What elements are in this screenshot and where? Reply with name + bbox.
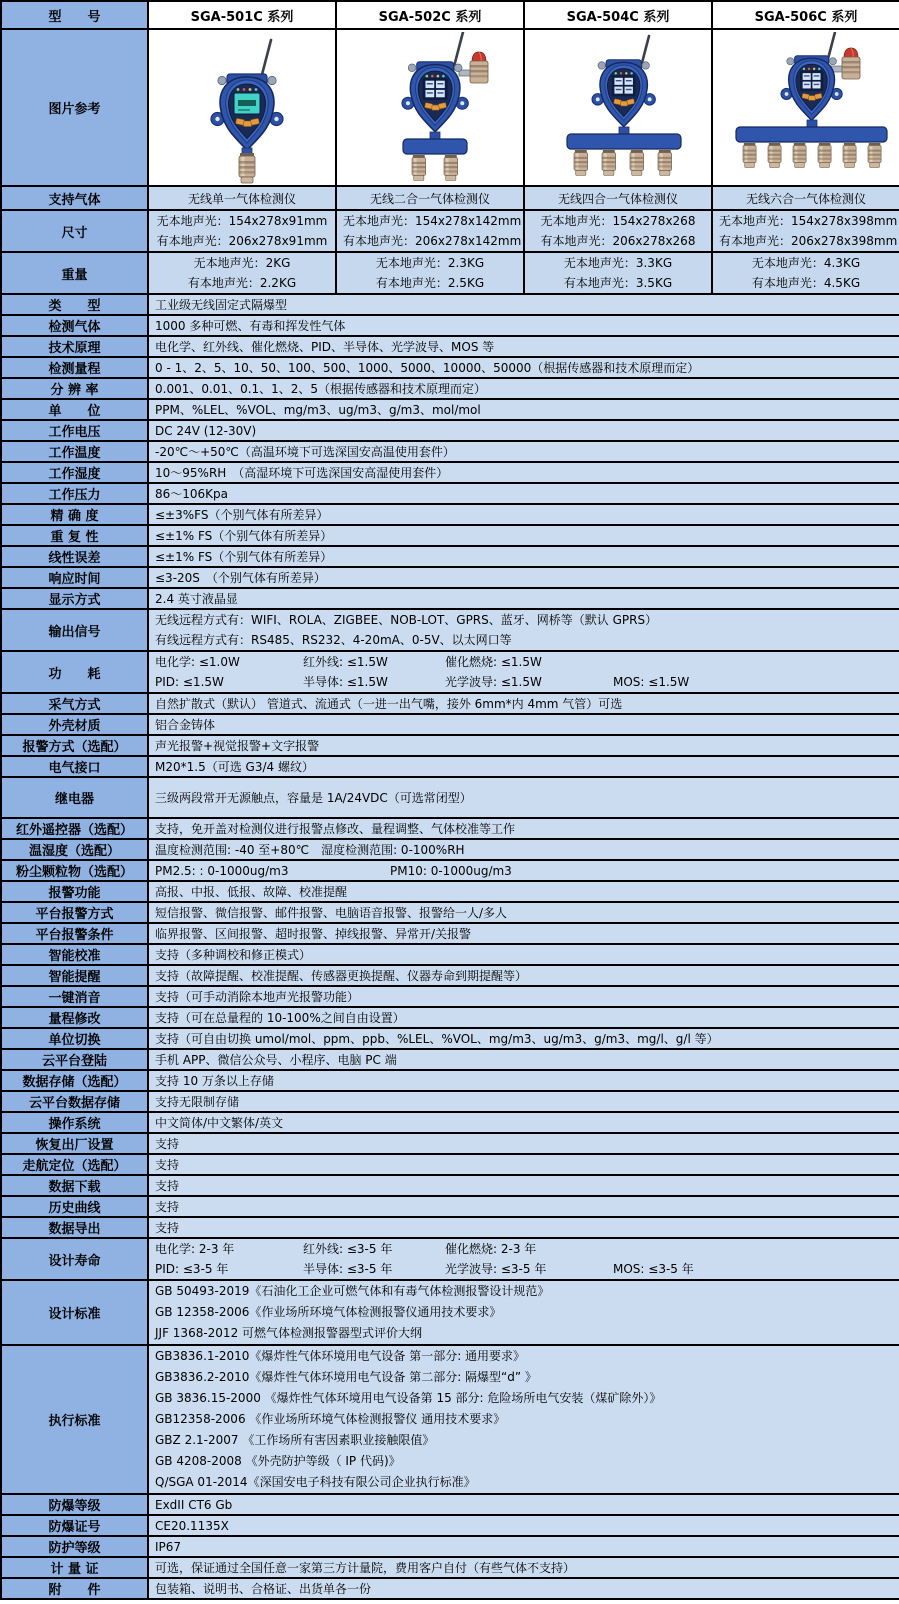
row-label: 工作温度: [1, 441, 148, 462]
row-value: 0.001、0.01、0.1、1、2、5（根据传感器和技术原理而定）: [148, 378, 899, 399]
life-optical: 光学波导: ≤3-5 年: [445, 1262, 547, 1276]
row-label: 采气方式: [1, 693, 148, 714]
row-value: [148, 860, 899, 881]
row-smart-cal: [1, 944, 899, 965]
row-model-header: [1, 1, 899, 29]
row-platform-alarm-cond: [1, 923, 899, 944]
row-voltage: [1, 420, 899, 441]
row-pressure: [1, 483, 899, 504]
row-accessories: [1, 1578, 899, 1599]
row-label: 数据导出: [1, 1217, 148, 1238]
dust-pm10: PM10: 0-1000ug/m3: [390, 863, 512, 878]
gallery-cell-501c: [148, 29, 336, 186]
row-alarm-func: [1, 881, 899, 902]
exec-standard-line: GBZ 2.1-2007 《工作场所有害因素职业接触限值》: [155, 1433, 435, 1447]
row-label: 线性误差: [1, 546, 148, 567]
row-value: 高报、中报、低报、故障、校准提醒: [148, 881, 899, 902]
row-label: 检测气体: [1, 315, 148, 336]
power-infrared: 红外线: ≤1.5W: [303, 655, 388, 669]
row-label: 智能提醒: [1, 965, 148, 986]
row-label: 单 位: [1, 399, 148, 420]
model-name-501c: SGA-501C 系列: [148, 1, 336, 29]
power-mos: MOS: ≤1.5W: [613, 675, 690, 689]
row-value: 自然扩散式（默认） 管道式、流通式（一进一出气嘴，接外 6mm*内 4mm 气管）可选: [148, 693, 899, 714]
row-resolution: [1, 378, 899, 399]
row-value: 支持: [148, 1154, 899, 1175]
row-value: 短信报警、微信报警、邮件报警、电脑语音报警、报警给一人/多人: [148, 902, 899, 923]
row-value: 0 - 1、2、5、10、50、100、500、1000、5000、10000、50000（根据传感器和技术原理而定）: [148, 357, 899, 378]
support-gas-506c: 无线六合一气体检测仪: [712, 186, 899, 210]
row-sampling: [1, 693, 899, 714]
row-label: 技术原理: [1, 336, 148, 357]
row-value: 电化学、红外线、催化燃烧、PID、半导体、光学波导、MOS 等: [148, 336, 899, 357]
row-value: PPM、%LEL、%VOL、mg/m3、ug/m3、g/m3、mol/mol: [148, 399, 899, 420]
row-mute: [1, 986, 899, 1007]
dimensions-506c: [712, 210, 899, 252]
row-protection-class: [1, 1536, 899, 1557]
weight-siren: 有本地声光：2.2KG: [187, 276, 297, 290]
dimensions-504c: [524, 210, 712, 252]
row-label: 数据下载: [1, 1175, 148, 1196]
output-wired: 有线远程方式有：RS485、RS232、4-20mA、0-5V、以太网口等: [155, 633, 512, 647]
row-value: IP67: [148, 1536, 899, 1557]
dim-no-siren: 无本地声光：154x278x142mm: [343, 214, 522, 228]
row-label: 电气接口: [1, 756, 148, 777]
row-label: 输出信号: [1, 609, 148, 651]
row-value: 支持: [148, 1133, 899, 1154]
row-label: 工作电压: [1, 420, 148, 441]
row-value: CE20.1135X: [148, 1515, 899, 1536]
row-range-modify: [1, 1007, 899, 1028]
row-platform-alarm-mode: [1, 902, 899, 923]
weight-siren: 有本地声光：3.5KG: [563, 276, 673, 290]
life-mos: MOS: ≤3-5 年: [613, 1262, 694, 1276]
row-value: 10～95%RH （高湿环境下可选深国安高湿使用套件）: [148, 462, 899, 483]
row-value: 支持，免开盖对检测仪进行报警点修改、量程调整、气体校准等工作: [148, 818, 899, 839]
detector-501c-single-sensor-icon: [155, 32, 336, 184]
row-power: [1, 651, 899, 693]
row-label: 尺寸: [1, 210, 148, 252]
row-value: 声光报警+视觉报警+文字报警: [148, 735, 899, 756]
row-value: ExdII CT6 Gb: [148, 1494, 899, 1515]
row-metrology-cert: [1, 1557, 899, 1578]
row-label: 类 型: [1, 294, 148, 315]
row-relay: [1, 777, 899, 818]
row-value: ≤±3%FS（个别气体有所差异）: [148, 504, 899, 525]
row-value: 支持无限制存储: [148, 1091, 899, 1112]
model-name-502c: SGA-502C 系列: [336, 1, 524, 29]
row-electric-port: [1, 756, 899, 777]
detector-502c-dual-sensor-beacon-icon: [343, 32, 524, 184]
row-value: 1000 多种可燃、有毒和挥发性气体: [148, 315, 899, 336]
row-value: 支持（多种调校和修正模式）: [148, 944, 899, 965]
exec-standard-line: GB3836.1-2010《爆炸性气体环境用电气设备 第一部分: 通用要求》: [155, 1349, 526, 1363]
detector-506c-six-sensor-beacon-icon: [719, 32, 899, 184]
dimensions-501c: [148, 210, 336, 252]
row-label: 重 复 性: [1, 525, 148, 546]
row-accuracy: [1, 504, 899, 525]
row-value: 温度检测范围: -40 至+80℃ 湿度检测范围: 0-100%RH: [148, 839, 899, 860]
row-value: 86～106Kpa: [148, 483, 899, 504]
row-value: 工业级无线固定式隔爆型: [148, 294, 899, 315]
design-standard-line: JJF 1368-2012 可燃气体检测报警器型式评价大纲: [155, 1326, 423, 1340]
row-ir-remote: [1, 818, 899, 839]
row-history-curve: [1, 1196, 899, 1217]
row-label: 图片参考: [1, 29, 148, 186]
power-blank: [613, 652, 893, 672]
row-explosion-cert: [1, 1515, 899, 1536]
row-value: 支持: [148, 1175, 899, 1196]
weight-no-siren: 无本地声光：2KG: [193, 256, 291, 270]
design-life-line-2: [155, 1259, 893, 1279]
life-pid: PID: ≤3-5 年: [155, 1262, 229, 1276]
row-label: 红外遥控器（选配）: [1, 818, 148, 839]
exec-standard-line: Q/SGA 01-2014《深国安电子科技有限公司企业执行标准》: [155, 1475, 476, 1489]
row-unit: [1, 399, 899, 420]
row-weight: [1, 252, 899, 294]
row-label: 精 确 度: [1, 504, 148, 525]
row-label: 设计寿命: [1, 1238, 148, 1280]
design-standard-line: GB 50493-2019《石油化工企业可燃气体和有毒气体检测报警设计规范》: [155, 1284, 550, 1298]
row-value: 支持: [148, 1196, 899, 1217]
dim-no-siren: 无本地声光：154x278x268: [540, 214, 696, 228]
life-catalytic: 催化燃烧: 2-3 年: [445, 1242, 537, 1256]
row-label: 平台报警方式: [1, 902, 148, 923]
row-value: 临界报警、区间报警、超时报警、掉线报警、异常开/关报警: [148, 923, 899, 944]
row-label: 云平台登陆: [1, 1049, 148, 1070]
row-unit-switch: [1, 1028, 899, 1049]
row-value: 手机 APP、微信公众号、小程序、电脑 PC 端: [148, 1049, 899, 1070]
weight-504c: [524, 252, 712, 294]
dim-no-siren: 无本地声光：154x278x91mm: [156, 214, 328, 228]
row-value: ≤3-20S （个别气体有所差异）: [148, 567, 899, 588]
row-label: 云平台数据存储: [1, 1091, 148, 1112]
row-label: 防爆等级: [1, 1494, 148, 1515]
row-label: 粉尘颗粒物（选配）: [1, 860, 148, 881]
exec-standard-line: GB 3836.15-2000 《爆炸性气体环境用电气设备第 15 部分: 危险场所电气安装（煤矿除外）》: [155, 1391, 662, 1405]
row-range: [1, 357, 899, 378]
row-gallery: [1, 29, 899, 186]
dim-siren: 有本地声光：206x278x398mm: [719, 234, 898, 248]
row-display: [1, 588, 899, 609]
life-semiconductor: 半导体: ≤3-5 年: [303, 1262, 393, 1276]
row-linearity: [1, 546, 899, 567]
gallery-cell-504c: [524, 29, 712, 186]
row-label: 支持气体: [1, 186, 148, 210]
row-label: 功 耗: [1, 651, 148, 693]
row-data-download: [1, 1175, 899, 1196]
row-value: [148, 1238, 899, 1280]
row-label: 报警功能: [1, 881, 148, 902]
row-label: 设计标准: [1, 1280, 148, 1345]
row-value: 包装箱、说明书、合格证、出货单各一份: [148, 1578, 899, 1599]
row-value: 可选，保证通过全国任意一家第三方计量院，费用客户自付（有些气体不支持）: [148, 1557, 899, 1578]
life-blank: [613, 1239, 893, 1259]
row-value: [148, 1345, 899, 1494]
row-value: DC 24V (12-30V): [148, 420, 899, 441]
row-label: 显示方式: [1, 588, 148, 609]
row-dimensions: [1, 210, 899, 252]
gallery-cell-506c: [712, 29, 899, 186]
row-temp-humi: [1, 839, 899, 860]
power-line-1: [155, 652, 893, 672]
power-catalytic: 催化燃烧: ≤1.5W: [445, 655, 542, 669]
row-os: [1, 1112, 899, 1133]
row-label: 外壳材质: [1, 714, 148, 735]
row-design-life: [1, 1238, 899, 1280]
row-shell: [1, 714, 899, 735]
row-factory-reset: [1, 1133, 899, 1154]
row-data-export: [1, 1217, 899, 1238]
row-value: 支持（可手动消除本地声光报警功能）: [148, 986, 899, 1007]
row-support-gas: [1, 186, 899, 210]
model-name-506c: SGA-506C 系列: [712, 1, 899, 29]
row-nav-location: [1, 1154, 899, 1175]
row-output-signal: [1, 609, 899, 651]
weight-siren: 有本地声光：2.5KG: [375, 276, 485, 290]
row-label: 分 辨 率: [1, 378, 148, 399]
row-label: 附 件: [1, 1578, 148, 1599]
weight-no-siren: 无本地声光：3.3KG: [563, 256, 673, 270]
power-semiconductor: 半导体: ≤1.5W: [303, 675, 388, 689]
row-value: M20*1.5（可选 G3/4 螺纹）: [148, 756, 899, 777]
row-label: 走航定位（选配）: [1, 1154, 148, 1175]
row-value: 中文简体/中文繁体/英文: [148, 1112, 899, 1133]
row-label: 工作湿度: [1, 462, 148, 483]
row-value: 支持: [148, 1217, 899, 1238]
row-type: [1, 294, 899, 315]
row-alarm-mode: [1, 735, 899, 756]
row-data-storage: [1, 1070, 899, 1091]
life-infrared: 红外线: ≤3-5 年: [303, 1242, 393, 1256]
row-value: ≤±1% FS（个别气体有所差异）: [148, 546, 899, 567]
row-label: 量程修改: [1, 1007, 148, 1028]
row-response: [1, 567, 899, 588]
support-gas-501c: 无线单一气体检测仪: [148, 186, 336, 210]
row-label: 继电器: [1, 777, 148, 818]
row-label: 工作压力: [1, 483, 148, 504]
row-label: 防爆证号: [1, 1515, 148, 1536]
support-gas-502c: 无线二合一气体检测仪: [336, 186, 524, 210]
row-label: 智能校准: [1, 944, 148, 965]
row-label: 一键消音: [1, 986, 148, 1007]
detector-504c-quad-sensor-icon: [531, 32, 712, 184]
weight-506c: [712, 252, 899, 294]
weight-502c: [336, 252, 524, 294]
row-label: 型 号: [1, 1, 148, 29]
row-cloud-storage: [1, 1091, 899, 1112]
row-label: 数据存储（选配）: [1, 1070, 148, 1091]
exec-standard-line: GB12358-2006 《作业场所环境气体检测报警仪 通用技术要求》: [155, 1412, 506, 1426]
row-value: 三级两段常开无源触点，容量是 1A/24VDC（可选常闭型）: [148, 777, 899, 818]
row-humidity: [1, 462, 899, 483]
dimensions-502c: [336, 210, 524, 252]
row-value: ≤±1% FS（个别气体有所差异）: [148, 525, 899, 546]
row-value: [148, 609, 899, 651]
row-label: 温湿度（选配）: [1, 839, 148, 860]
row-value: 支持（故障提醒、校准提醒、传感器更换提醒、仪器寿命到期提醒等）: [148, 965, 899, 986]
power-pid: PID: ≤1.5W: [155, 675, 224, 689]
row-value: -20℃～+50℃（高温环境下可选深国安高温使用套件）: [148, 441, 899, 462]
weight-no-siren: 无本地声光：4.3KG: [751, 256, 861, 270]
life-electrochemical: 电化学: 2-3 年: [155, 1242, 235, 1256]
dim-no-siren: 无本地声光：154x278x398mm: [719, 214, 898, 228]
row-label: 响应时间: [1, 567, 148, 588]
row-label: 操作系统: [1, 1112, 148, 1133]
dim-siren: 有本地声光：206x278x268: [540, 234, 696, 248]
row-temperature: [1, 441, 899, 462]
row-label: 报警方式（选配）: [1, 735, 148, 756]
row-smart-remind: [1, 965, 899, 986]
support-gas-504c: 无线四合一气体检测仪: [524, 186, 712, 210]
exec-standard-line: GB 4208-2008 《外壳防护等级（ IP 代码)》: [155, 1454, 401, 1468]
row-detect-gas: [1, 315, 899, 336]
gallery-cell-502c: [336, 29, 524, 186]
row-value: 支持（可自由切换 umol/mol、ppm、ppb、%LEL、%VOL、mg/m3、ug/m3、g/m3、mg/l、g/l 等）: [148, 1028, 899, 1049]
weight-no-siren: 无本地声光：2.3KG: [375, 256, 485, 270]
row-cloud-login: [1, 1049, 899, 1070]
dim-siren: 有本地声光：206x278x142mm: [343, 234, 522, 248]
design-standard-line: GB 12358-2006《作业场所环境气体检测报警仪通用技术要求》: [155, 1305, 502, 1319]
row-value: [148, 651, 899, 693]
row-label: 计 量 证: [1, 1557, 148, 1578]
row-value: 支持 10 万条以上存储: [148, 1070, 899, 1091]
dim-siren: 有本地声光：206x278x91mm: [156, 234, 328, 248]
row-label: 恢复出厂设置: [1, 1133, 148, 1154]
row-principle: [1, 336, 899, 357]
design-life-line-1: [155, 1239, 893, 1259]
power-optical: 光学波导: ≤1.5W: [445, 675, 542, 689]
row-exec-standard: [1, 1345, 899, 1494]
row-label: 重量: [1, 252, 148, 294]
row-label: 防护等级: [1, 1536, 148, 1557]
row-label: 单位切换: [1, 1028, 148, 1049]
exec-standard-line: GB3836.2-2010《爆炸性气体环境用电气设备 第二部分: 隔爆型“d” 》: [155, 1370, 537, 1384]
row-value: [148, 1280, 899, 1345]
row-label: 检测量程: [1, 357, 148, 378]
row-value: 支持（可在总量程的 10-100%之间自由设置）: [148, 1007, 899, 1028]
row-label: 执行标准: [1, 1345, 148, 1494]
row-value: 2.4 英寸液晶显: [148, 588, 899, 609]
power-electrochemical: 电化学: ≤1.0W: [155, 655, 240, 669]
row-repeatability: [1, 525, 899, 546]
row-value: 铝合金铸体: [148, 714, 899, 735]
row-dust: [1, 860, 899, 881]
output-wireless: 无线远程方式有：WIFI、ROLA、ZIGBEE、NOB-LOT、GPRS、蓝牙、网桥等（默认 GPRS）: [155, 613, 658, 627]
weight-501c: [148, 252, 336, 294]
row-label: 平台报警条件: [1, 923, 148, 944]
row-explosion-class: [1, 1494, 899, 1515]
dust-pm25: PM2.5: : 0-1000ug/m3: [155, 863, 289, 878]
model-name-504c: SGA-504C 系列: [524, 1, 712, 29]
row-design-standard: [1, 1280, 899, 1345]
row-label: 历史曲线: [1, 1196, 148, 1217]
weight-siren: 有本地声光：4.5KG: [751, 276, 861, 290]
power-line-2: [155, 672, 893, 692]
